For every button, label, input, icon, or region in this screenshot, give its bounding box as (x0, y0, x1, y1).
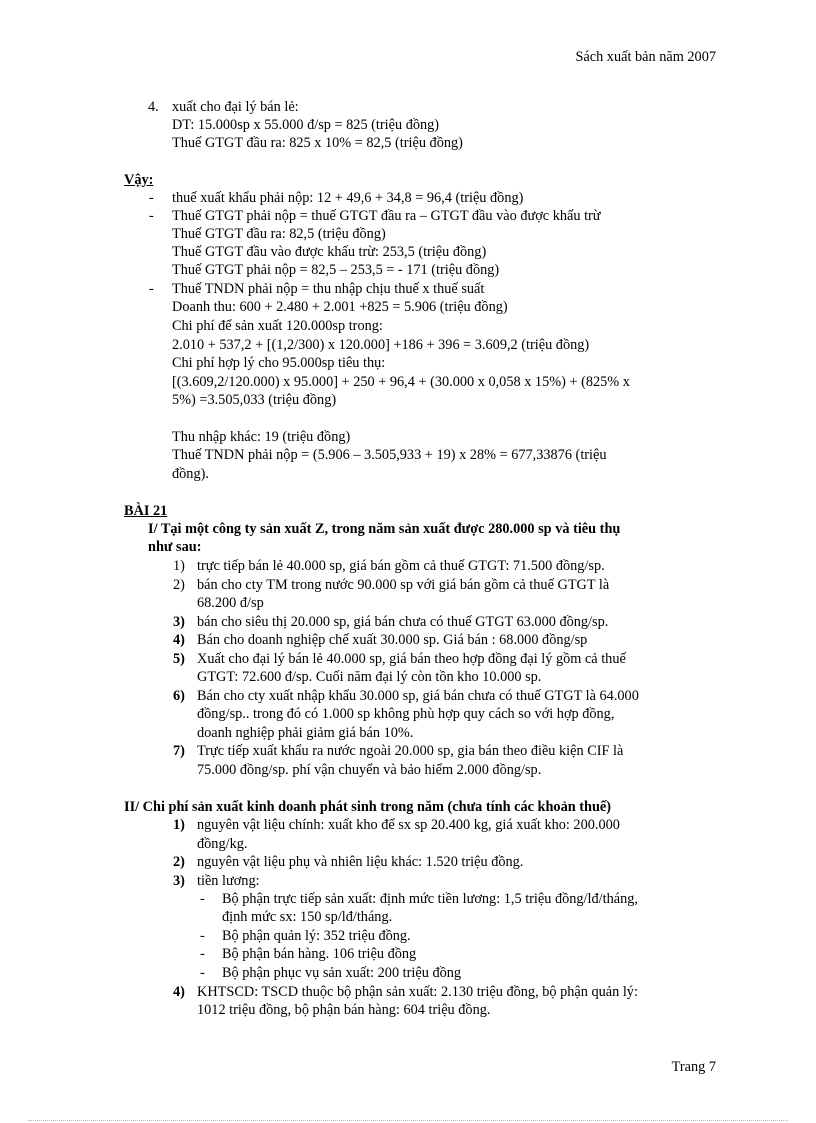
bullet-dash: - (200, 928, 205, 944)
text-line: Thuế GTGT phải nộp = thuế GTGT đầu ra – GTGT đầu vào được khấu trừ (172, 208, 601, 224)
list-item: bán cho cty TM trong nước 90.000 sp với giá bán gồm cả thuế GTGT là (197, 577, 610, 593)
exercise-heading: BÀI 21 (124, 503, 168, 519)
list-number: 4) (173, 984, 185, 1000)
text-line: Thuế TNDN phải nộp = (5.906 – 3.505,933 + 19) x 28% = 677,33876 (triệu (172, 447, 607, 463)
bullet-dash: - (149, 190, 154, 206)
section-heading-2: II/ Chi phí sản xuất kinh doanh phát sinh trong năm (chưa tính các khoản thuế) (124, 799, 612, 815)
sub-item: định mức sx: 150 sp/lđ/tháng. (222, 909, 393, 925)
list-item: trực tiếp bán lẻ 40.000 sp, giá bán gồm cả thuế GTGT: 71.500 đồng/sp. (197, 558, 605, 574)
bullet-dash: - (149, 208, 154, 224)
list-item: KHTSCD: TSCD thuộc bộ phận sản xuất: 2.130 triệu đồng, bộ phận quản lý: (197, 984, 638, 1000)
text-line: Thuế GTGT đầu ra: 82,5 (triệu đồng) (172, 226, 386, 242)
list-item: 75.000 đồng/sp. phí vận chuyển và bảo hiểm 2.000 đồng/sp. (197, 762, 542, 778)
list-item: doanh nghiệp phải giảm giá bán 10%. (197, 725, 414, 741)
list-number: 4. (148, 99, 159, 115)
text-line: DT: 15.000sp x 55.000 đ/sp = 825 (triệu đồng) (172, 117, 440, 133)
list-item: đồng/sp.. trong đó có 1.000 sp không phù hợp quy cách so với hợp đồng, (197, 706, 615, 722)
page-bottom-border (28, 1120, 788, 1121)
text-line: Thuế TNDN phải nộp = thu nhập chịu thuế x thuế suất (172, 281, 485, 297)
sub-item: Bộ phận trực tiếp sản xuất: định mức tiền lương: 1,5 triệu đồng/lđ/tháng, (222, 891, 638, 907)
text-line: Thu nhập khác: 19 (triệu đồng) (172, 429, 351, 445)
bullet-dash: - (200, 946, 205, 962)
list-item: nguyên vật liệu phụ và nhiên liệu khác: 1.520 triệu đồng. (197, 854, 524, 870)
list-number: 2) (173, 854, 185, 870)
section-heading-1: I/ Tại một công ty sản xuất Z, trong năm sản xuất được 280.000 sp và tiêu thụ (148, 521, 621, 537)
list-number: 1) (173, 558, 185, 574)
sub-item: Bộ phận quản lý: 352 triệu đồng. (222, 928, 411, 944)
text-line: thuế xuất khẩu phải nộp: 12 + 49,6 + 34,8 = 96,4 (triệu đồng) (172, 190, 524, 206)
page-number: Trang 7 (671, 1059, 716, 1075)
list-item: 68.200 đ/sp (197, 595, 264, 611)
text-line: xuất cho đại lý bán lẻ: (172, 99, 299, 115)
list-number: 5) (173, 651, 185, 667)
list-item: nguyên vật liệu chính: xuất kho để sx sp 20.400 kg, giá xuất kho: 200.000 (197, 817, 620, 833)
list-number: 7) (173, 743, 185, 759)
text-line: [(3.609,2/120.000) x 95.000] + 250 + 96,4 + (30.000 x 0,058 x 15%) + (825% x (172, 374, 630, 390)
text-line: 2.010 + 537,2 + [(1,2/300) x 120.000] +186 + 396 = 3.609,2 (triệu đồng) (172, 337, 590, 353)
text-line: Chi phí để sản xuất 120.000sp trong: (172, 318, 383, 334)
list-number: 1) (173, 817, 185, 833)
list-item: Trực tiếp xuất khẩu ra nước ngoài 20.000 sp, gia bán theo điều kiện CIF là (197, 743, 624, 759)
page-header: Sách xuất bản năm 2007 (575, 49, 716, 65)
list-number: 6) (173, 688, 185, 704)
list-number: 4) (173, 632, 185, 648)
list-number: 2) (173, 577, 185, 593)
bullet-dash: - (200, 891, 205, 907)
bullet-dash: - (200, 965, 205, 981)
text-line: 5%) =3.505,033 (triệu đồng) (172, 392, 337, 408)
section-heading-1-cont: như sau: (148, 539, 202, 555)
list-item: tiền lương: (197, 873, 260, 889)
list-item: đồng/kg. (197, 836, 248, 852)
text-line: Chi phí hợp lý cho 95.000sp tiêu thụ: (172, 355, 386, 371)
section-heading-vay: Vậy: (124, 172, 154, 188)
list-number: 3) (173, 614, 185, 630)
bullet-dash: - (149, 281, 154, 297)
sub-item: Bộ phận phục vụ sản xuất: 200 triệu đồng (222, 965, 462, 981)
text-line: Thuế GTGT đầu vào được khấu trừ: 253,5 (triệu đồng) (172, 244, 487, 260)
text-line: đồng). (172, 466, 209, 482)
list-item: Bán cho cty xuất nhập khẩu 30.000 sp, giá bán chưa có thuế GTGT là 64.000 (197, 688, 639, 704)
text-line: Thuế GTGT đầu ra: 825 x 10% = 82,5 (triệu đồng) (172, 135, 463, 151)
list-item: GTGT: 72.600 đ/sp. Cuối năm đại lý còn tồn kho 10.000 sp. (197, 669, 542, 685)
list-number: 3) (173, 873, 185, 889)
sub-item: Bộ phận bán hàng. 106 triệu đồng (222, 946, 417, 962)
list-item: Bán cho doanh nghiệp chế xuất 30.000 sp. Giá bán : 68.000 đồng/sp (197, 632, 588, 648)
text-line: Doanh thu: 600 + 2.480 + 2.001 +825 = 5.906 (triệu đồng) (172, 299, 508, 315)
list-item: bán cho siêu thị 20.000 sp, giá bán chưa có thuế GTGT 63.000 đồng/sp. (197, 614, 609, 630)
text-line: Thuế GTGT phải nộp = 82,5 – 253,5 = - 171 (triệu đồng) (172, 262, 500, 278)
list-item: Xuất cho đại lý bán lẻ 40.000 sp, giá bán theo hợp đồng đại lý gồm cả thuế (197, 651, 626, 667)
list-item: 1012 triệu đồng, bộ phận bán hàng: 604 triệu đồng. (197, 1002, 491, 1018)
